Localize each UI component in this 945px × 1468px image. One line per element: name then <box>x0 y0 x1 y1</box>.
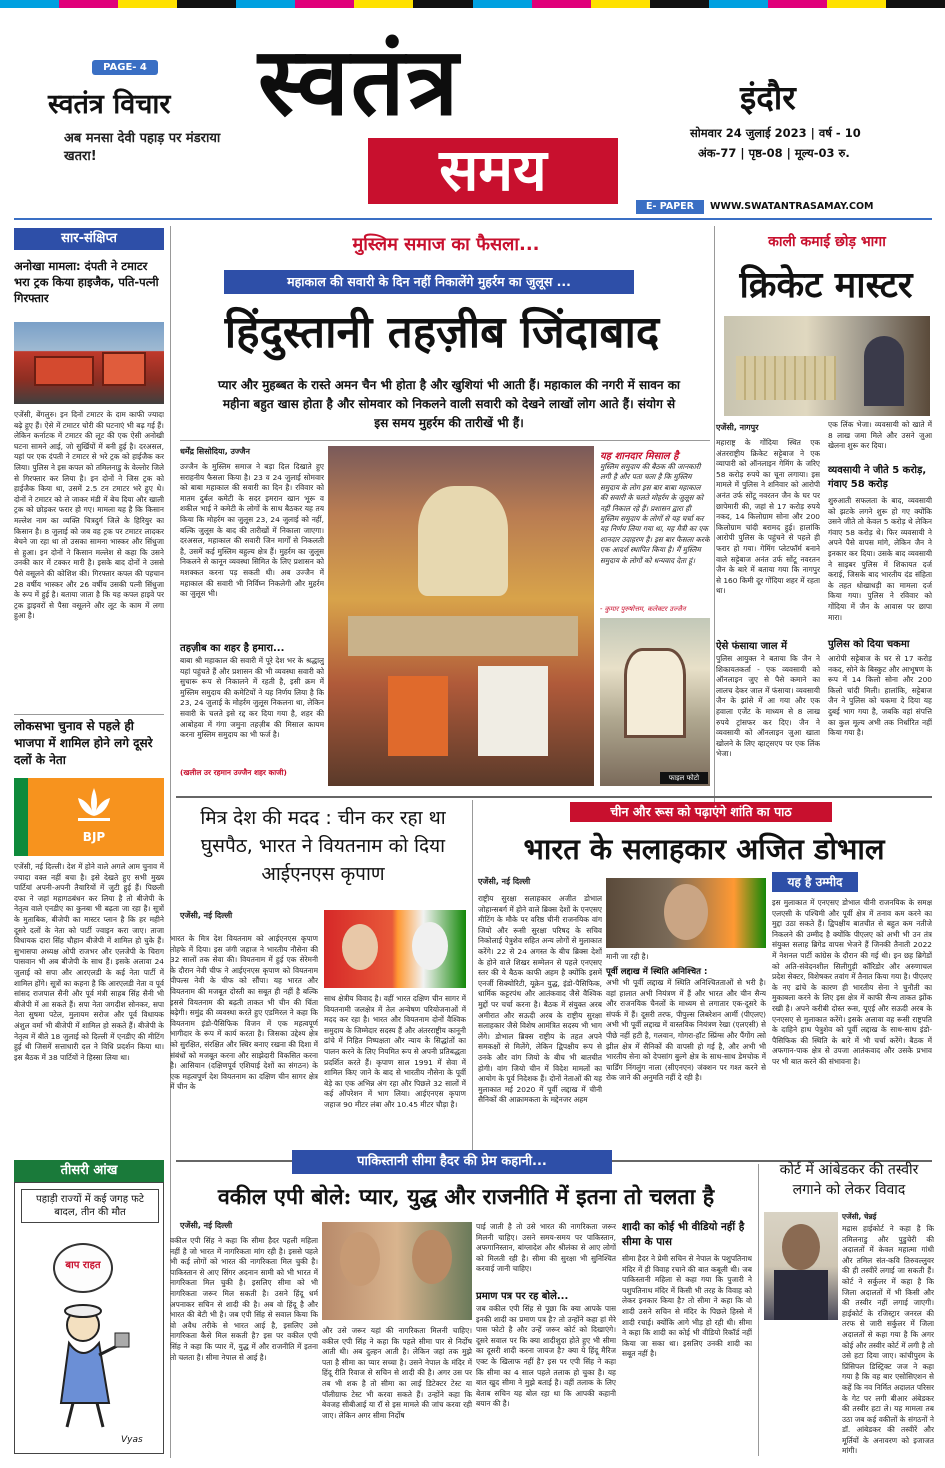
lead-strap: महाकाल की सवारी के दिन नहीं निकालेंगे मुहर्रम का जुलूस ... <box>224 270 634 294</box>
vietnam-byline: एजेंसी, नई दिल्ली <box>180 911 233 920</box>
seema-body-3: पाई जाती है तो उसे भारत की नागरिकता जरूर मिलनी चाहिए। उसने समय-समय पर पाकिस्तान, अफगानिस्तान, बांग्लादेश और श्रीलंका से आए लोगों को मिलती रही है। सीमा की सुरक्षा भी सुनिश्चित करवाई जानी चाहिए। <box>476 1222 616 1274</box>
cartoonist-signature: Vyas <box>121 1435 143 1445</box>
doval-photo <box>606 878 766 948</box>
date-line: सोमवार 24 जुलाई 2023 | वर्ष - 10 <box>690 126 861 140</box>
sidebar-headline: यह शानदार मिसाल है <box>600 451 679 462</box>
seema-body-4: जब वकील एपी सिंह से पूछा कि क्या आपके पास इनकी शादी का प्रमाण पत्र है? तो उन्होंने कहा हां मेरे पास फोटो है और उन्हें जरूर कोर्ट को दिखाएंगे। दूसरे सवाल पर कि क्या शादीशुदा होते हुए भी सीमा का दूसरी शादी करना जायज है? क्या ये हिंदू मैरिज एक्ट के खिलाफ नहीं है? इस पर एपी सिंह ने कहा कि सीमा का 4 साल पहले तलाक हो चुका है। यह बात खुद सीमा ने मुझे बताई है। वहीं तलाक के लिए बेताब सचिन यह बोल रहा था कि आपकी कहानी बयान की है। <box>476 1304 616 1409</box>
epaper-label: E- PAPER <box>636 200 704 214</box>
doval-byline: एजेंसी, नई दिल्ली <box>478 877 531 886</box>
header-rule <box>14 218 932 220</box>
city-name: इंदौर <box>740 78 796 117</box>
sidebar-credit: - कुमार पुरुषोत्तम, कलेक्टर उज्जैन <box>600 605 686 613</box>
cricket-subhead-3: पुलिस को दिया चकमा <box>828 639 910 650</box>
seema-strap: पाकिस्तानी सीमा हैदर की प्रेम कहानी... <box>292 1150 612 1174</box>
page-label: PAGE- 4 <box>92 60 158 75</box>
doval-subhead: पूर्वी लद्दाख में स्थिति अनिश्चित : <box>606 967 708 977</box>
lead-subhead: तहज़ीब का शहर है हमारा... <box>180 643 285 654</box>
bjp-headline: लोकसभा चुनाव से पहले ही भाजपा में शामिल होने लगे दूसरे दलों के नेता <box>14 719 153 767</box>
tomato-truck-photo <box>14 322 164 404</box>
lotus-icon <box>72 786 116 824</box>
ambedkar-headline: कोर्ट में आंबेडकर की तस्वीर लगाने को लेकर विवाद <box>779 1162 919 1198</box>
cricket-body-3: एक लिंक भेजा। व्यवसायी को खाते में 8 लाख जमा मिले और उसने जुआ खेलना शुरू कर दिया। <box>828 420 932 451</box>
lead-body-1: उज्जैन के मुस्लिम समाज ने बड़ा दिल दिखाते हुए सराहनीय फैसला किया है। 23 व 24 जुलाई सोमवार को बाबा महाकाल की सवारी का दिन है। रविवार को मातम दुर्बल कमेटी के सदर इमरान खान भूरू व शकील भाई ने कमेटी के लोगों के साथ बैठकर यह तय किया कि मोहर्रम का जुलूस 23, 24 जुलाई को नहीं, बल्कि जुलूस के बाद की तारीखों में निकाला जाएगा। दरअसल, महाकाल की सवारी जिन मार्गों से निकलती है, उसमें कई मुस्लिम बहुल्य क्षेत्र हैं। मुहर्रम का जुलूस निकलने से कानून व्यवस्था सिमित के लिए प्रशासन को मशक्कत करना पड़ सकती थी। अब उज्जैन में महाकाल की सवारी भी निर्विघ्न निकलेगी और मुहर्रम का जुलूस भी। <box>180 462 324 599</box>
seema-subhead-1: प्रमाण पत्र पर रह बोले... <box>476 1291 569 1302</box>
temple-photo <box>600 618 710 786</box>
tomato-headline: अनोखा मामला: दंपती ने टमाटर भरा ट्रक किया हाइजैक, पति-पत्नी गिरफ्तार <box>14 259 159 305</box>
seema-headline: वकील एपी बोले: प्यार, युद्ध और राजनीति में इतना तो चलता है <box>217 1185 715 1210</box>
cartoon-bubble: बाप राहत <box>65 1260 101 1271</box>
section-title: स्वतंत्र विचार <box>48 89 171 120</box>
cartoon-figure <box>53 1303 143 1433</box>
ambedkar-portrait <box>764 1212 838 1320</box>
lead-kicker: मुस्लिम समाज का फैसला... <box>352 234 540 255</box>
seema-body-1: वकील एपी सिंह ने कहा कि सीमा हैदर पहली महिला नहीं है जो भारत में नागरिकता मांग रही है। इससे पहले भी कई लोगों को भारत की नागरिकता मिल चुकी है। पाकिस्तान से आए सिंगर अदनान सामी को भी भारत में नागरिकता मिल चुकी है। इसलिए सीमा को भी नागरिकता जरूर मिल सकती है। उसने हिंदू धर्म अपनाकर सचिन से शादी की है। अब वो हिंदू है और भारत की बेटी भी है। जब एपी सिंह से सवाल किया कि वो अवैध तरीके से भारत आई है, इसलिए उसे नागरिकता कैसे मिल सकती है? इस पर वकील एपी सिंह ने कहा कि प्यार में, युद्ध में और राजनीति में इतना तो चलता है। सीमा नेपाल से आई है। <box>170 1236 318 1362</box>
cricket-byline: एजेंसी, नागपुर <box>716 423 759 432</box>
cricket-subhead-1: ऐसे फंसाया जाल में <box>716 641 787 652</box>
section-tagline: अब मनसा देवी पहाड़ पर मंडराया खतरा! <box>64 131 221 164</box>
leaders-photo <box>324 910 466 988</box>
lead-quote-credit: (खलील उर रहमान उज्जैन शहर काजी) <box>180 768 287 777</box>
photo-credit: फाइल फोटो <box>660 772 708 784</box>
cricket-subhead-2: व्यवसायी ने जीते 5 करोड़, गंवाए 58 करोड़ <box>828 465 927 490</box>
cricket-headline: क्रिकेट मास्टर <box>739 264 913 306</box>
cash-seizure-photo <box>724 316 930 416</box>
cricket-kicker: काली कमाई छोड़ भागा <box>768 234 886 250</box>
lead-headline: हिंदुस्तानी तहज़ीब जिंदाबाद <box>224 307 660 358</box>
bjp-story-text: एजेंसी, नई दिल्ली। देश में होने वाले अगले आम चुनाव में ज्यादा वक्त नहीं बचा है। इसे देखते हुए सभी मुख्य पार्टियां अपनी-अपनी तैयारियों में जुटी हुई हैं। पिछली दफा ने जहां महागठबंधन कर लिया है तो बीजेपी के नेतृत्व वाले एनडीए का कुनबा भी बढ़ता जा रहा है। सूत्रों के मुताबिक, बीजेपी का मास्टर प्लान है कि हर महीने दूसरे दलों के नेता को पार्टी ज्वाइन करा जाए। ताजा विधायक दारा सिंह चौहान बीजेपी में शामिल हो चुके हैं। सुभासपा अध्यक्ष ओपी राजभर और एलजेपी के चिराग पासवान भी अब बीजेपी के साथ हैं। इसके अलावा 24 जुलाई को सपा और आरएलडी के कई नेता पार्टी में शामिल होंगे। सूत्रों का कहना है कि आरएलडी नेता व पूर्व सांसद राजपाल सैनी और पूर्व मंत्री साहब सिंह सैनी भी बीजेपी में आ सकते हैं। सपा नेता जगदीश सोनकर, सपा नेता सुषमा पटेल, मुलायम सरोज और पूर्व विधायक अंशुल वर्मा भी बीजेपी में शामिल हो सकते हैं। बीजेपी के नेतृत्व में बीते 18 जुलाई को दिल्ली में एनडीए की मीटिंग हुई थी जिसमें सत्ताधारी दल ने विधि प्रदर्शन किया था। इस बैठक में 38 पार्टियों ने हिस्सा लिया था। <box>14 862 164 1062</box>
masthead-top: स्वतंत्र <box>258 27 461 137</box>
seema-subhead-2: शादी का कोई भी वीडियो नहीं है सीमा के पास <box>622 1221 745 1248</box>
bjp-logo-text: BJP <box>82 830 106 844</box>
cricket-body-5: आरोपी सट्टेबाज के घर से 17 करोड़ नकद, सोने के बिस्कुट और आभूषण के रूप में 14 किलो सोना और 200 किलो चांदी मिली। हालांकि, सट्टेबाज जैन ने पुलिस को चकमा दे दिया यह दुबई भाग गया है, जबकि वहां संपत्ति का कुल मूल्य अभी तक निर्धारित नहीं किया गया है। <box>828 654 932 738</box>
doval-photo-caption: मानी जा रही है। <box>606 952 649 961</box>
lead-body-2: बाबा श्री महाकाल की सवारी में पूरे देश भर के श्रद्धालु यहां पहुंचते हैं और प्रशासन की भी व्यवस्था सवारी को सुचारू रूप से निकालने में रहती है, इसी क्रम में मुस्लिम समुदाय की कमेटियों ने यह निर्णय लिया है कि 23, 24 जुलाई के मोहर्रम जुलूस निकलना था, लेकिन सवारी के चलते इसे रद्द कर दिया गया है, शहर की आबोहवा में गंगा जमुना तहज़ीब की मिसाल कायम करना मुस्लिम समुदाय का भी फर्ज है। <box>180 656 324 740</box>
doval-body-2: अभी भी पूर्वी लद्दाख में स्थिति अनिश्चितताओं से भरी है। वहां हालात अभी नियंत्रण में हैं और भारत और चीन सैन्य और राजनयिक चैनलों के माध्यम से लगातार एक-दूसरे के संपर्क में हैं। दूसरी तरफ, पीपुल्स लिबरेशन आर्मी (पीएलए) अभी भी पूर्वी लद्दाख में वास्तविक नियंत्रण रेखा (एलएसी) से पीछे नहीं हटी है, गलवान, गोगरा-हॉट स्प्रिंग्स और पैंगोंग त्सो झील क्षेत्र में सैनिकों की वापसी हो गई है, और अभी भी भारतीय सेना को देपसांग बुल्गे क्षेत्र के साथ-साथ डेमचोक में चार्डिंग निंगलुंग नाला (सीएनएन) जंक्शन पर गश्त करने से रोक जाने की अनुमति नहीं दे रही है। <box>606 978 766 1083</box>
seema-body-2: और उसे जरूर यहां की नागरिकता मिलनी चाहिए। वकील एपी सिंह ने कहा कि पहले सीमा पार से निर्दोष आती थी। अब दुल्हन आती है। लेकिन जहां तक मुझे पता है सीमा का प्यार सच्चा है। उसने नेपाल के मंदिर में हिंदू रीति रिवाज से सचिन से शादी की है। अगर उस पर तब भी शक है तो सीमा का लाई डिटेक्टर टेस्ट या पॉलीग्राफ टेस्ट भी करवा सकते हैं। उन्होंने कहा कि बेवजह सीबीआई या रॉ से इस मामले की जांच करवा रही जाए। लेकिन अगर सीमा निर्दोष <box>322 1326 472 1420</box>
cricket-body-1: महाराष्ट्र के गोंदिया स्थित एक अंतरराष्ट्रीय क्रिकेट सट्टेबाज ने एक व्यापारी को ऑनलाइन गेमिंग के जरिए 58 करोड़ रुपये का चूना लगाया। इस मामले में पुलिस ने शनिवार को आरोपी अनंत उर्फ सोंटू नवरतन जैन के घर पर छापेमारी की, जहां से 17 करोड़ रुपये नकद, 14 किलोग्राम सोना और 200 किलोग्राम चांदी बरामद हुई। हालांकि आरोपी पुलिस के पहुंचने से पहले ही फरार हो गया। गेमिंग प्लेटफॉर्म बनाने वाले सट्टेबाज अनंत उर्फ सोंटू नवरतन जैन के बारे में बताया गया कि नागपुर से 160 किमी दूर गोंदिया शहर में रहता था। <box>716 438 820 596</box>
seema-byline: एजेंसी, नई दिल्ली <box>180 1221 233 1230</box>
print-color-strip <box>0 0 945 8</box>
summary-label: सार-संक्षिप्त <box>14 228 164 250</box>
cartoon-panel <box>14 1182 164 1454</box>
issue-line: अंक-77 | पृष्ठ-08 | मूल्य-03 रु. <box>698 146 850 160</box>
doval-body-1: राष्ट्रीय सुरक्षा सलाहकार अजीत डोभाल जोहान्सबर्ग में होने वाले ब्रिक्स देशों के एनएसए मीटिंग के मौके पर वरिष्ठ चीनी राजनयिक वांग जियो और रूसी सुरक्षा परिषद के सचिव निकोलाई पेत्रुशेव सहित अन्य लोगों से मुलाकात करेंगे। 22 से 24 अगस्त के बीच ब्रिक्स देशों के होने वाले शिखर सम्मेलन से पहले एनएसए स्तर की ये बैठक काफी अहम है क्योंकि इसमें एनर्जी सिक्योरिटी, यूक्रेन युद्ध, इंडो-पैसिफिक, धार्मिक कट्टरपंथ और आतंकवाद जैसे वैश्विक मुद्दों पर चर्चा करना है। बैठक में संयुक्त अरब अमीरात और सऊदी अरब के राष्ट्रीय सुरक्षा सलाहकार जैसे विशेष आमंत्रित सदस्य भी भाग लेंगे। डोभाल ब्रिक्स राष्ट्रीय के तहत अपने समकक्षों से मिलेंगे, लेकिन द्विपक्षीय रूप से उनके और वांग जियो के बीच भी बातचीत होगी। वांग जियो चीन में विदेश मामलों का आयोग के पूर्व निदेशक हैं। दोनों नेताओं की यह मुलाकात मई 2020 में पूर्वी लद्दाख में चीनी सैनिकों की आक्रामकता के मद्देनजर अहम <box>478 894 602 1105</box>
seema-body-5: सीमा हैदर ने प्रेमी सचिन से नेपाल के पशुपतिनाथ मंदिर में ही विवाह रचाने की बात कबूली थी। जब पाकिस्तानी महिला से कहा गया कि पुजारी ने पशुपतिनाथ मंदिर में किसी भी तरह के विवाह को लेकर इनकार किया है? तो सीमा ने कहा कि वो शादी उसने सचिन से मंदिर के पिछले हिस्से में शादी रचाई। क्योंकि आगे भीड़ हो रही थी। सीमा ने कहा कि शादी का कोई भी वीडियो रिकॉर्ड नहीं किया जा सका था। इसलिए उनकी शादी का सबूत नहीं है। <box>622 1254 752 1359</box>
ambedkar-byline: एजेंसी, चेन्नई <box>842 1212 877 1221</box>
sidebar-text: मुस्लिम समुदाय की बैठक की जानकारी लगी है और पता चला है कि मुस्लिम समुदाय के लोग इस बार बाबा महाकाल की सवारी के चलते मोहर्रम के जुलूस को नहीं निकाल रहे हैं। प्रशासन द्वारा ही मुस्लिम समुदाय के लोगों से यह चर्चा कर यह निर्णय लिया गया था, यह मैत्री का एक शानदार उदाहरण है। इस बार फैसला करके एक आदर्श स्थापित किया है। मैं मुस्लिम समुदाय के लोगों को धन्यवाद देता हूं। <box>600 462 710 565</box>
procession-photo <box>328 446 594 786</box>
bjp-logo-panel <box>14 778 164 856</box>
website-link[interactable]: WWW.SWATANTRASAMAY.COM <box>710 201 874 212</box>
cricket-body-4: शुरुआती सफलता के बाद, व्यवसायी को झटके लगने शुरू हो गए क्योंकि उसने जीते तो केवल 5 करोड़ थे लेकिन गंवाए 58 करोड़ थे। फिर व्यवसायी ने अपने पैसे वापस मांगे, लेकिन जैन ने इनकार कर दिया। उसके बाद व्यवसायी ने साइबर पुलिस में शिकायत दर्ज कराई, जिसके बाद भारतीय दंड संहिता के तहत धोखाधड़ी का मामला दर्ज किया गया। पुलिस ने रविवार को गोंदिया में जैन के आवास पर छापा मारा। <box>828 496 932 622</box>
masthead-bottom: समय <box>439 136 547 204</box>
lead-byline: धर्मेंद्र सिसोदिया, उज्जैन <box>180 447 250 456</box>
cricket-body-2: पुलिस आयुक्त ने बताया कि जैन ने शिकायतकर्ता - एक व्यवसायी को ऑनलाइन जुए से पैसे कमाने का लालच देकर जाल में फंसाया। व्यवसायी जैन के झांसे में आ गया और एक हवाला एजेंट के माध्यम से 8 लाख रुपये ट्रांसफर कर दिए। जैन ने व्यवसायी को ऑनलाइन जुआ खाता खोलने के लिए व्हाट्सएप पर एक लिंक भेजा। <box>716 654 820 759</box>
doval-side-label: यह है उम्मीद <box>772 872 858 892</box>
lead-intro: प्यार और मुहब्बत के रास्ते अमन चैन भी होता है और खुशियां भी आती हैं। महाकाल की नगरी में सावन का महीना बहुत खास होता है और सोमवार को निकलने वाली सवारी को देखने लाखों लोग आते हैं। संयोग से इस समय मुहर्रम की तारीखें भी हैं। <box>217 378 681 430</box>
seema-couple-photo <box>322 1222 472 1320</box>
cartoon-label: तीसरी आंख <box>14 1160 164 1182</box>
tomato-story-text: एजेंसी, बेंगलुरु। इन दिनों टमाटर के दाम काफी ज्यादा बढ़े हुए हैं। ऐसे में टमाटर चोरी की घटनाएं भी बढ़ गई हैं। लेकिन कर्नाटक में टमाटर की लूट की एक ऐसी अनोखी घटना सामने आई, जो सुर्खियों में बनी हुई है। दरअसल, यहां पर एक दंपती ने टमाटर से भरे ट्रक को हाईजैक कर लिया। पुलिस ने इस कपल को तमिलनाडु के वेल्लोर जिले से गिरफ्तार कर लिया है। इन दोनों ने जिस ट्रक को हाईजैक किया था, उसमें 2.5 टन टमाटर भरे हुए थे। दोनों ने टमाटर को ले जाकर मंडी में बेच दिया और खाली ट्रक को छोड़कर फरार हो गए। मामला यह है कि किसान मल्लेश नाम का व्यक्ति चित्रदुर्ग जिले के हिरियुर का किसान है। 8 जुलाई को जब वह ट्रक पर टमाटर लादकर बेचने जा रहा था तो उसका सामना भास्कर और सिंधुजा से हुआ। इन दोनों ने किसान मल्लेश से कहा कि उसने उनकी कार में टक्कर मारी है। इसके बाद दोनों ने उससे पैसे वसूलने की कोशिश की। गिरफ्तार कपल की पहचान 28 वर्षीय भास्कर और 26 वर्षीय उसकी पत्नी सिंधुजा के रूप में हुई है। बताया जाता है कि यह कपल हाइवे पर ट्रक ड्राइवरों से पैसा वसूलने और लूट के काम में लगा हुआ है। <box>14 410 164 621</box>
doval-side-text: इस मुलाकात में एनएसए डोभाल चीनी राजनयिक के समक्ष एलएसी के पश्चिमी और पूर्वी क्षेत्र में तनाव कम करने का मुद्दा उठा सकते हैं। द्विपक्षीय बातचीत से बहुत कम नतीजे निकलने की उम्मीद है क्योंकि पीएलए को अभी भी उन तंत्र संयुक्त सलाह ब्रिगेड वापस भेजने हैं जिनकी तैनाती 2022 में नेशनल पार्टी कांग्रेस के दौरान की गई थी। इन छह ब्रिगेडों को अति-संवेदनशील सिलीगुड़ी कॉरिडोर और अरुणाचल प्रदेश सेक्टर, विशेषकर तवांग में तैनात किया गया है। पीएलए के नए ढांचे के कारण ही भारतीय सेना ने चुनौती का मुकाबला करने के लिए इस क्षेत्र में काफी सैन्य ताकत झोंक रखी है। अपने करीबी दोस्त रूस, यूएई और सऊदी अरब के एनएसए से मुलाकात करेंगे। इसके अलावा वह रूसी राष्ट्रपति के दाहिने हाथ पेत्रुशेव को पूर्वी लद्दाख के साथ-साथ इंडो-पैसिफिक की स्थिति के बारे में भी चर्चा करेंगे। बैठक में अफगान-पाक क्षेत्र से उपजा आतंकवाद और उसके प्रभाव पर भी बात करने की संभावना है। <box>772 898 932 1066</box>
vietnam-headline: मित्र देश की मदद : चीन कर रहा था घुसपैठ, भारत ने वियतनाम को दिया आईएनएस कृपाण <box>200 807 446 885</box>
ambedkar-body: मद्रास हाईकोर्ट ने कहा है कि तमिलनाडु और पुडुचेरी की अदालतों में केवल महात्मा गांधी और तमिल संत-कवि तिरुवल्लुवर की ही तस्वीरें लगाई जा सकती हैं। कोर्ट ने सर्कुलर में कहा है कि जिला अदालतों में भी किसी और की तस्वीर नहीं लगाई जाएगी। हाईकोर्ट के रजिस्ट्रार जनरल की तरफ से जारी सर्कुलर में जिला अदालतों से कहा गया है कि अगर कोई और तस्वीर कोर्ट में लगी है तो उसे हटा दिया जाए। कांचीपुरम के प्रिंसिपल डिस्ट्रिक्ट जज ने कहा गया है कि वह बार एसोसिएशन से कहें कि नव निर्मित अदालत परिसर के गेट पर लगी बीआर अंबेडकर की तस्वीर हटा ले। यह मामला तब उठा जब कई वकीलों के संगठनों ने डॉ. आंबेडकर की तस्वीरें और मूर्तियों के अनावरण को इजाजत मांगी। <box>842 1224 934 1456</box>
doval-headline: भारत के सलाहकार अजित डोभाल <box>523 832 885 866</box>
doval-kicker: चीन और रूस को पढ़ाएंगे शांति का पाठ <box>570 802 832 822</box>
vietnam-body-1: भारत के मित्र देश वियतनाम को आईएनएस कृपाण तोहफे में दिया। इस जंगी जहाज ने भारतीय नौसेना की 32 सालों तक सेवा की। वियतनाम में हुई एक सेरेमनी के दौरान नेवी चीफ ने आईएनएस कृपाण को वियतनाम पीपल्स नेवी के चीफ को सौंपा। यह भारत और वियतनाम की मजबूत दोस्ती का सबूत ही नहीं है बल्कि इससे वियतनाम की बढ़ती ताकत भी चीन की चिंता बढ़ेगी। समुंद्र की व्यवस्था करते हुए एडमिरल ने कहा कि वियतनाम इंडो-पैसिफिक विजन में एक महत्वपूर्ण भागीदार के रूप में कार्य करता है। जिसका उद्देश्य क्षेत्र को सुरक्षित, संरक्षित और स्थिर बनाए रखना की दिशा में संबंधों को मजबूत करना और साझेदारी विकसित करना है। आसियान (दक्षिणपूर्व एशियाई देशों का संगठन) के एक महत्वपूर्ण देश वियतनाम का दक्षिण चीन सागर क्षेत्र में चीन के <box>170 934 318 1092</box>
vietnam-body-2: साथ क्षेत्रीय विवाद है। वहीं भारत दक्षिण चीन सागर में वियतनामी जलक्षेत्र में तेल अन्वेषण परियोजनाओं में मदद कर रहा है। भारत और वियतनाम दोनों वैश्विक समुदाय के जिम्मेदार सदस्य हैं और अंतरराष्ट्रीय कानूनी ढांचे में निहित निष्पक्षता और न्याय के सिद्धांतों का पालन करने के लिए नियमित रूप से अपनी प्रतिबद्धता प्रदर्शित करते हैं। कृपाण साल 1991 में सेवा में शामिल किए जाने के बाद से भारतीय नौसेना के पूर्वी बेड़े का एक अभिन्न अंग रहा और पिछले 32 सालों में कई ऑपरेशन में भाग लिया। आईएनएस कृपाण जहाज 90 मीटर लंबा और 10.45 मीटर चौड़ा है। <box>324 994 466 1109</box>
cartoon-caption: पहाड़ी राज्यों में कई जगह फटे बादल, तीन की मौत <box>21 1189 159 1223</box>
